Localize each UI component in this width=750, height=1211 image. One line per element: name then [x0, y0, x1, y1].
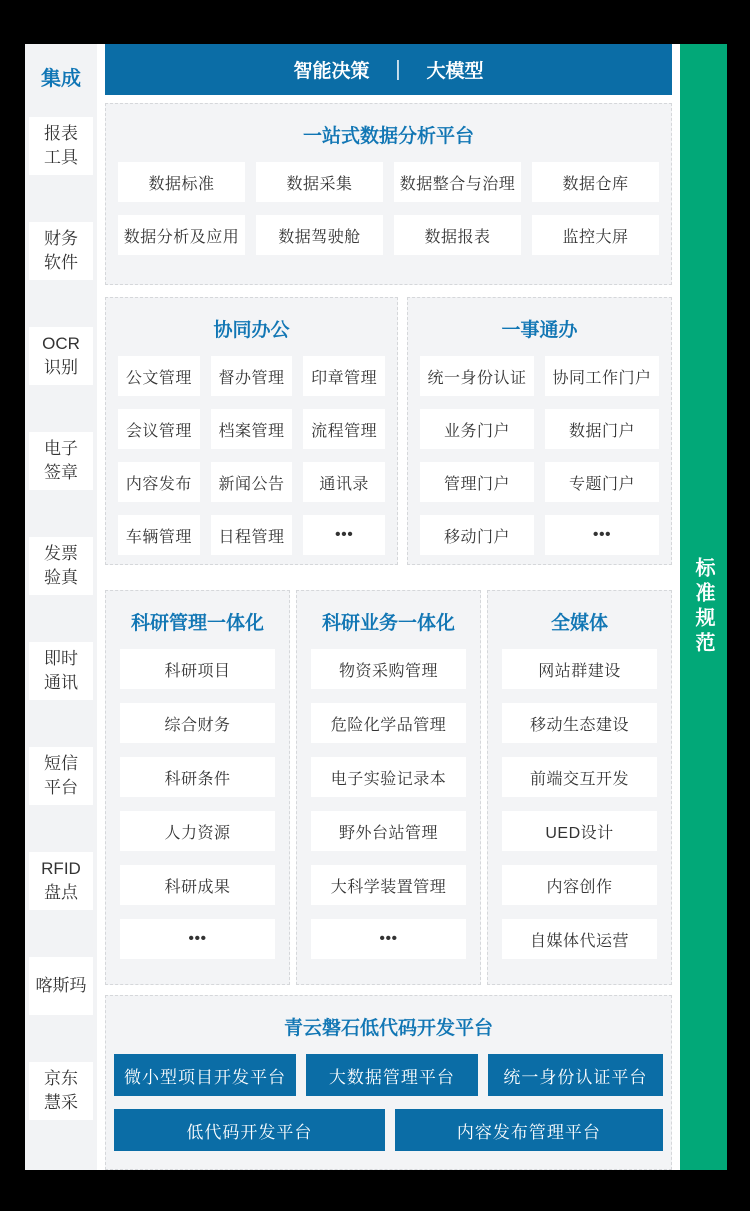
module-card[interactable]: 内容发布	[118, 462, 200, 502]
module-card[interactable]: •••	[120, 919, 275, 959]
integration-item-card[interactable]: 喀斯玛	[29, 957, 93, 1015]
module-card[interactable]: 档案管理	[211, 409, 293, 449]
panel-research-business	[296, 590, 481, 985]
module-card[interactable]: 日程管理	[211, 515, 293, 555]
module-card[interactable]: 内容创作	[502, 865, 657, 905]
module-card[interactable]: 数据仓库	[532, 162, 659, 202]
module-card[interactable]: 新闻公告	[211, 462, 293, 502]
panel-all-media	[487, 590, 672, 985]
module-card[interactable]: 综合财务	[120, 703, 275, 743]
module-card[interactable]: 统一身份认证	[420, 356, 534, 396]
integration-item-card[interactable]: RFID 盘点	[29, 852, 93, 910]
module-card[interactable]: 移动门户	[420, 515, 534, 555]
integration-item-list	[29, 117, 93, 1120]
research-management-list	[106, 649, 289, 959]
module-card[interactable]: 会议管理	[118, 409, 200, 449]
module-card[interactable]: 电子实验记录本	[311, 757, 466, 797]
module-card[interactable]: 移动生态建设	[502, 703, 657, 743]
panel-title-research-management: 科研管理一体化	[130, 613, 264, 634]
integration-item-card[interactable]: 发票 验真	[29, 537, 93, 595]
panel-one-stop-services	[407, 297, 672, 565]
module-card[interactable]: 自媒体代运营	[502, 919, 657, 959]
panel-research-management	[105, 590, 290, 985]
integration-sidebar-title: 集成	[41, 68, 81, 90]
module-card[interactable]: 人力资源	[120, 811, 275, 851]
integration-item-card[interactable]: 电子 签章	[29, 432, 93, 490]
module-card[interactable]: 网站群建设	[502, 649, 657, 689]
module-card[interactable]: 监控大屏	[532, 215, 659, 255]
panel-collaborative-office	[105, 297, 398, 565]
standards-bar-label: 标准规范	[692, 557, 714, 657]
module-card[interactable]: •••	[545, 515, 659, 555]
module-card[interactable]: 数据门户	[545, 409, 659, 449]
research-business-list	[297, 649, 480, 959]
all-media-list	[488, 649, 671, 959]
integration-item-card[interactable]: 短信 平台	[29, 747, 93, 805]
banner-divider: |	[395, 57, 401, 81]
module-card[interactable]: 协同工作门户	[545, 356, 659, 396]
module-card[interactable]: 数据整合与治理	[394, 162, 521, 202]
module-card[interactable]: 专题门户	[545, 462, 659, 502]
top-banner	[105, 44, 672, 95]
module-card[interactable]: •••	[311, 919, 466, 959]
panel-title-lowcode: 青云磐石低代码开发平台	[283, 1018, 493, 1039]
module-card[interactable]: 数据标准	[118, 162, 245, 202]
one-stop-grid	[408, 356, 671, 555]
module-card[interactable]: UED设计	[502, 811, 657, 851]
row-research-media	[105, 590, 672, 985]
row-office-onestop	[105, 297, 672, 565]
module-card[interactable]: 大科学装置管理	[311, 865, 466, 905]
module-card[interactable]: 业务门户	[420, 409, 534, 449]
module-card[interactable]: 物资采购管理	[311, 649, 466, 689]
module-card[interactable]: 公文管理	[118, 356, 200, 396]
banner-label-smart-decision: 智能决策	[293, 61, 370, 82]
module-card[interactable]: 数据报表	[394, 215, 521, 255]
module-card[interactable]: 管理门户	[420, 462, 534, 502]
platform-button[interactable]: 微小型项目开发平台	[114, 1054, 296, 1096]
module-card[interactable]: 数据分析及应用	[118, 215, 245, 255]
panel-title-research-business: 科研业务一体化	[321, 613, 455, 634]
platform-button[interactable]: 统一身份认证平台	[488, 1054, 663, 1096]
integration-item-card[interactable]: 财务 软件	[29, 222, 93, 280]
module-card[interactable]: 通讯录	[303, 462, 385, 502]
module-card[interactable]: 数据采集	[256, 162, 383, 202]
office-grid	[106, 356, 397, 555]
module-card[interactable]: 督办管理	[211, 356, 293, 396]
module-card[interactable]: •••	[303, 515, 385, 555]
module-card[interactable]: 科研条件	[120, 757, 275, 797]
module-card[interactable]: 危险化学品管理	[311, 703, 466, 743]
integration-item-card[interactable]: OCR 识别	[29, 327, 93, 385]
standards-bar	[680, 44, 727, 1170]
banner-label-large-model: 大模型	[426, 61, 484, 82]
panel-title-office: 协同办公	[213, 320, 290, 341]
module-card[interactable]: 车辆管理	[118, 515, 200, 555]
panel-title-data-analysis: 一站式数据分析平台	[302, 126, 474, 147]
module-card[interactable]: 前端交互开发	[502, 757, 657, 797]
module-card[interactable]: 科研项目	[120, 649, 275, 689]
integration-sidebar	[25, 44, 97, 1170]
integration-item-card[interactable]: 报表 工具	[29, 117, 93, 175]
module-card[interactable]: 科研成果	[120, 865, 275, 905]
module-card[interactable]: 印章管理	[303, 356, 385, 396]
panel-title-one-stop: 一事通办	[501, 320, 578, 341]
platform-button[interactable]: 低代码开发平台	[114, 1109, 385, 1151]
module-card[interactable]: 流程管理	[303, 409, 385, 449]
data-analysis-grid	[106, 162, 671, 255]
module-card[interactable]: 野外台站管理	[311, 811, 466, 851]
lowcode-button-row-2	[106, 1109, 671, 1151]
panel-title-all-media: 全媒体	[550, 613, 608, 634]
integration-item-card[interactable]: 京东 慧采	[29, 1062, 93, 1120]
panel-lowcode-platform	[105, 995, 672, 1170]
module-card[interactable]: 数据驾驶舱	[256, 215, 383, 255]
integration-item-card[interactable]: 即时 通讯	[29, 642, 93, 700]
platform-button[interactable]: 大数据管理平台	[306, 1054, 478, 1096]
platform-button[interactable]: 内容发布管理平台	[395, 1109, 663, 1151]
lowcode-button-row-1	[106, 1054, 671, 1096]
main-content	[97, 44, 680, 1170]
panel-data-analysis-platform	[105, 103, 672, 285]
